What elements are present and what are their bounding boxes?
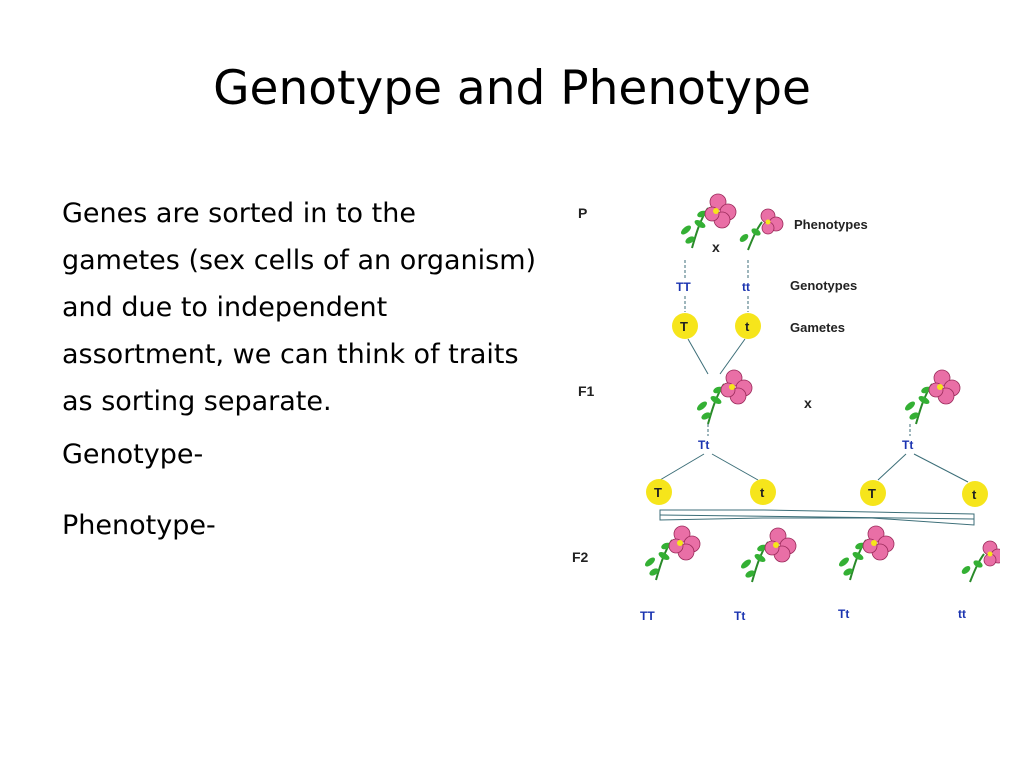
p-gamete-right: t <box>745 319 750 334</box>
f2-plant-1-icon <box>643 526 700 580</box>
f1-right-plant-icon <box>903 370 960 424</box>
f1-genotype-right: Tt <box>902 438 914 452</box>
generation-label-f2: F2 <box>572 549 589 565</box>
p-short-plant-icon <box>738 209 783 250</box>
legend-gametes: Gametes <box>790 320 845 335</box>
p-gamete-left: T <box>680 319 688 334</box>
mendel-cross-diagram <box>560 178 1000 638</box>
f1-left-plant-icon <box>695 370 752 424</box>
f1-gamete-3: T <box>868 486 876 501</box>
p-tall-plant-icon <box>679 194 736 248</box>
f2-genotype-3: Tt <box>838 607 850 621</box>
generation-label-p: P <box>578 205 588 221</box>
f2-plant-4-icon <box>960 541 1000 582</box>
intro-paragraph: Genes are sorted in to the gametes (sex cells of an organism) and due to independent assortment, we can think of traits as sorting separate. <box>62 198 537 417</box>
generation-label-f1: F1 <box>578 383 595 399</box>
connector-line <box>712 454 758 480</box>
legend-phenotypes: Phenotypes <box>794 217 868 232</box>
f2-genotype-1: TT <box>640 609 655 623</box>
connector-line <box>720 339 745 374</box>
connector-line <box>878 454 906 480</box>
f2-plant-2-icon <box>739 528 796 582</box>
f1-gamete-4: t <box>972 487 977 502</box>
f1-genotype-left: Tt <box>698 438 710 452</box>
f2-genotype-4: tt <box>958 607 966 621</box>
cross-symbol-p: x <box>712 239 720 255</box>
f2-genotype-2: Tt <box>734 609 746 623</box>
connector-line <box>688 339 708 374</box>
body-text <box>62 190 542 549</box>
connector-line <box>914 454 968 482</box>
legend-genotypes: Genotypes <box>790 278 858 293</box>
phenotype-label: Phenotype- <box>62 510 216 541</box>
f2-plant-3-icon <box>837 526 894 580</box>
p-genotype-right: tt <box>742 280 750 294</box>
genotype-label: Genotype- <box>62 439 204 470</box>
cross-symbol-f1: x <box>804 395 812 411</box>
slide-title: Genotype and Phenotype <box>213 61 811 116</box>
f1-gamete-1: T <box>654 485 662 500</box>
f1-gamete-2: t <box>760 485 765 500</box>
connector-line <box>660 454 704 480</box>
p-genotype-left: TT <box>676 280 691 294</box>
